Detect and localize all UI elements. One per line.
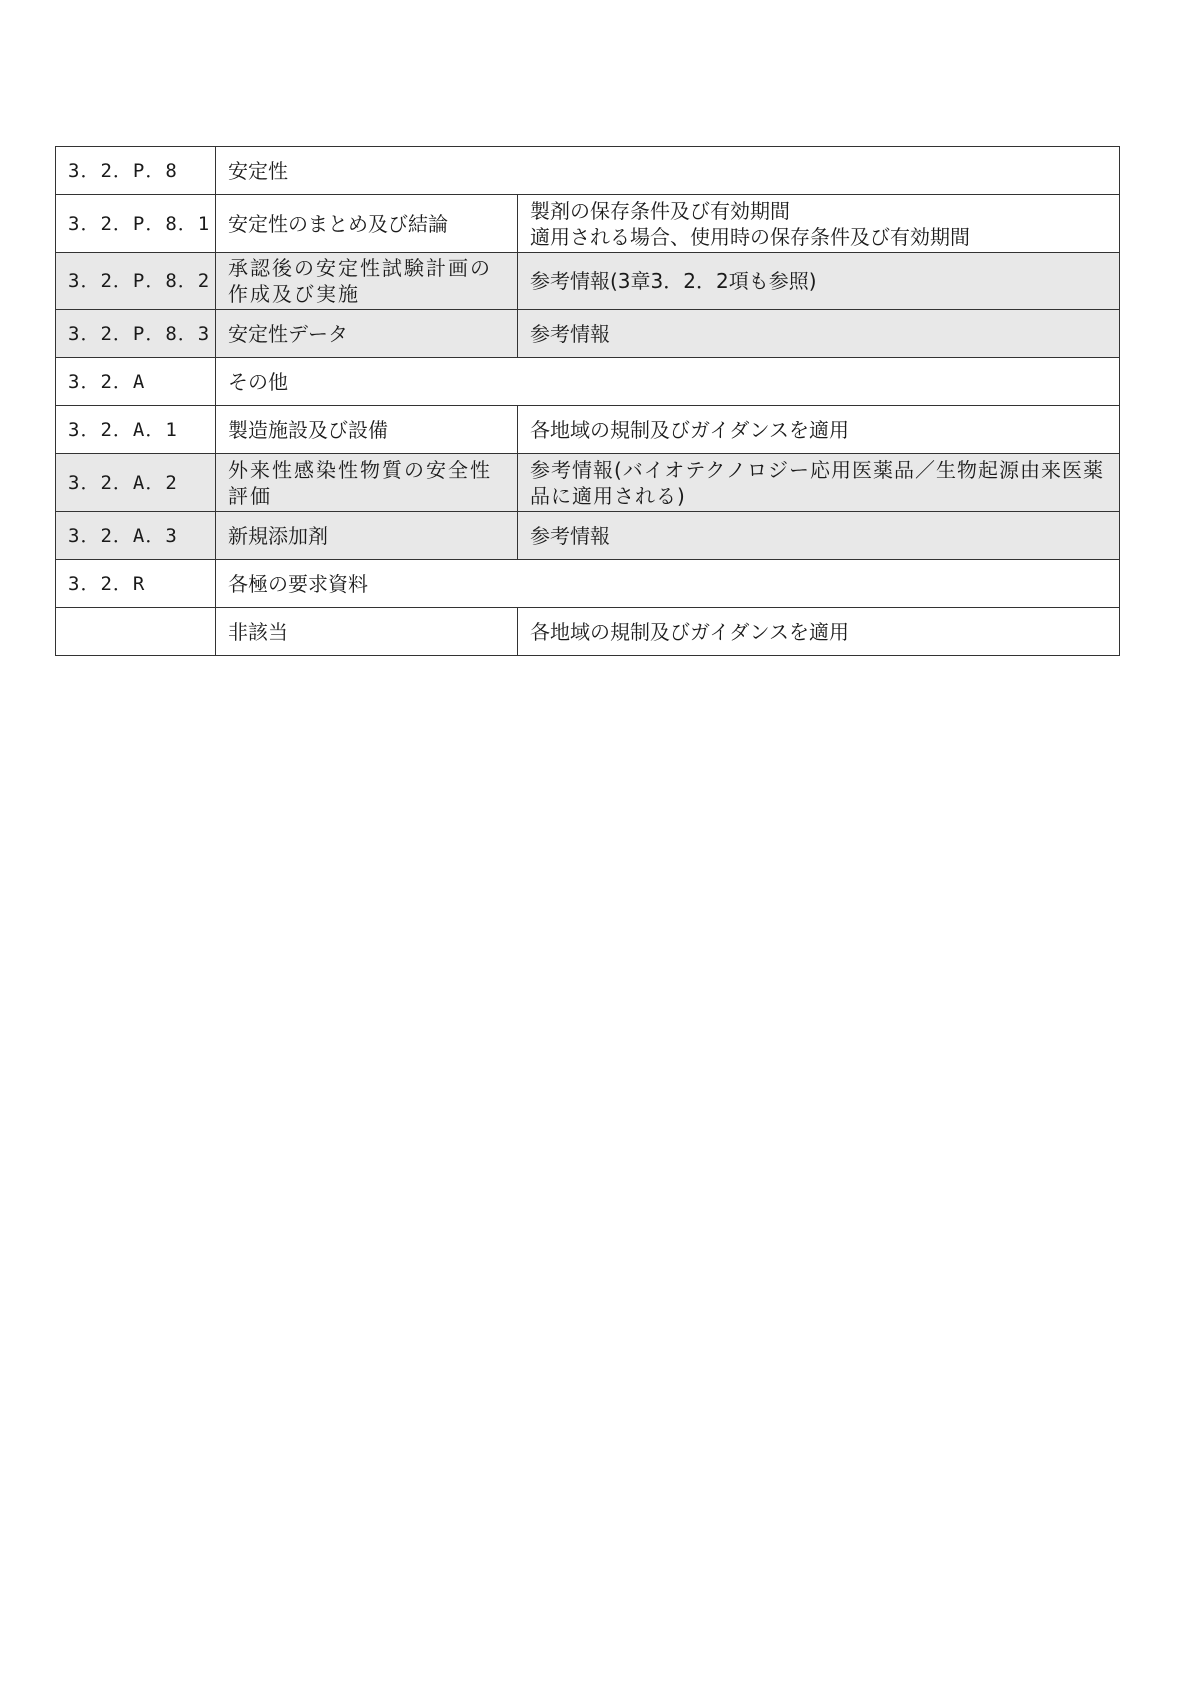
section-code	[56, 608, 216, 656]
section-description: 参考情報	[518, 310, 1120, 358]
section-description	[518, 195, 1120, 253]
table-row	[56, 358, 1120, 406]
table-row	[56, 147, 1120, 195]
table-row	[56, 560, 1120, 608]
table-row	[56, 310, 1120, 358]
section-code: 3．2．A．3	[56, 512, 216, 560]
table-row	[56, 608, 1120, 656]
section-title: その他	[216, 358, 1120, 406]
section-title: 非該当	[216, 608, 518, 656]
section-code: 3．2．P．8	[56, 147, 216, 195]
section-description: 参考情報(3章3．2．2項も参照)	[518, 253, 1120, 310]
section-description: 参考情報	[518, 512, 1120, 560]
description-line: 製剤の保存条件及び有効期間	[530, 198, 790, 223]
section-title: 安定性のまとめ及び結論	[216, 195, 518, 253]
ctd-section-table	[55, 146, 1120, 656]
section-code: 3．2．P．8．3	[56, 310, 216, 358]
section-code: 3．2．A	[56, 358, 216, 406]
section-title: 各極の要求資料	[216, 560, 1120, 608]
section-description: 各地域の規制及びガイダンスを適用	[518, 406, 1120, 454]
table-row	[56, 195, 1120, 253]
table-row	[56, 454, 1120, 512]
section-code: 3．2．P．8．1	[56, 195, 216, 253]
description-line: 適用される場合、使用時の保存条件及び有効期間	[530, 224, 970, 249]
section-title: 安定性データ	[216, 310, 518, 358]
section-title: 新規添加剤	[216, 512, 518, 560]
section-title: 承認後の安定性試験計画の作成及び実施	[216, 253, 518, 310]
section-code: 3．2．A．1	[56, 406, 216, 454]
section-title: 製造施設及び設備	[216, 406, 518, 454]
section-code: 3．2．P．8．2	[56, 253, 216, 310]
section-code: 3．2．R	[56, 560, 216, 608]
section-code: 3．2．A．2	[56, 454, 216, 512]
section-title: 安定性	[216, 147, 1120, 195]
table-row	[56, 253, 1120, 310]
section-title: 外来性感染性物質の安全性評価	[216, 454, 518, 512]
section-description: 各地域の規制及びガイダンスを適用	[518, 608, 1120, 656]
table-row	[56, 512, 1120, 560]
table-row	[56, 406, 1120, 454]
section-description: 参考情報(バイオテクノロジー応用医薬品／生物起源由来医薬品に適用される)	[518, 454, 1120, 512]
